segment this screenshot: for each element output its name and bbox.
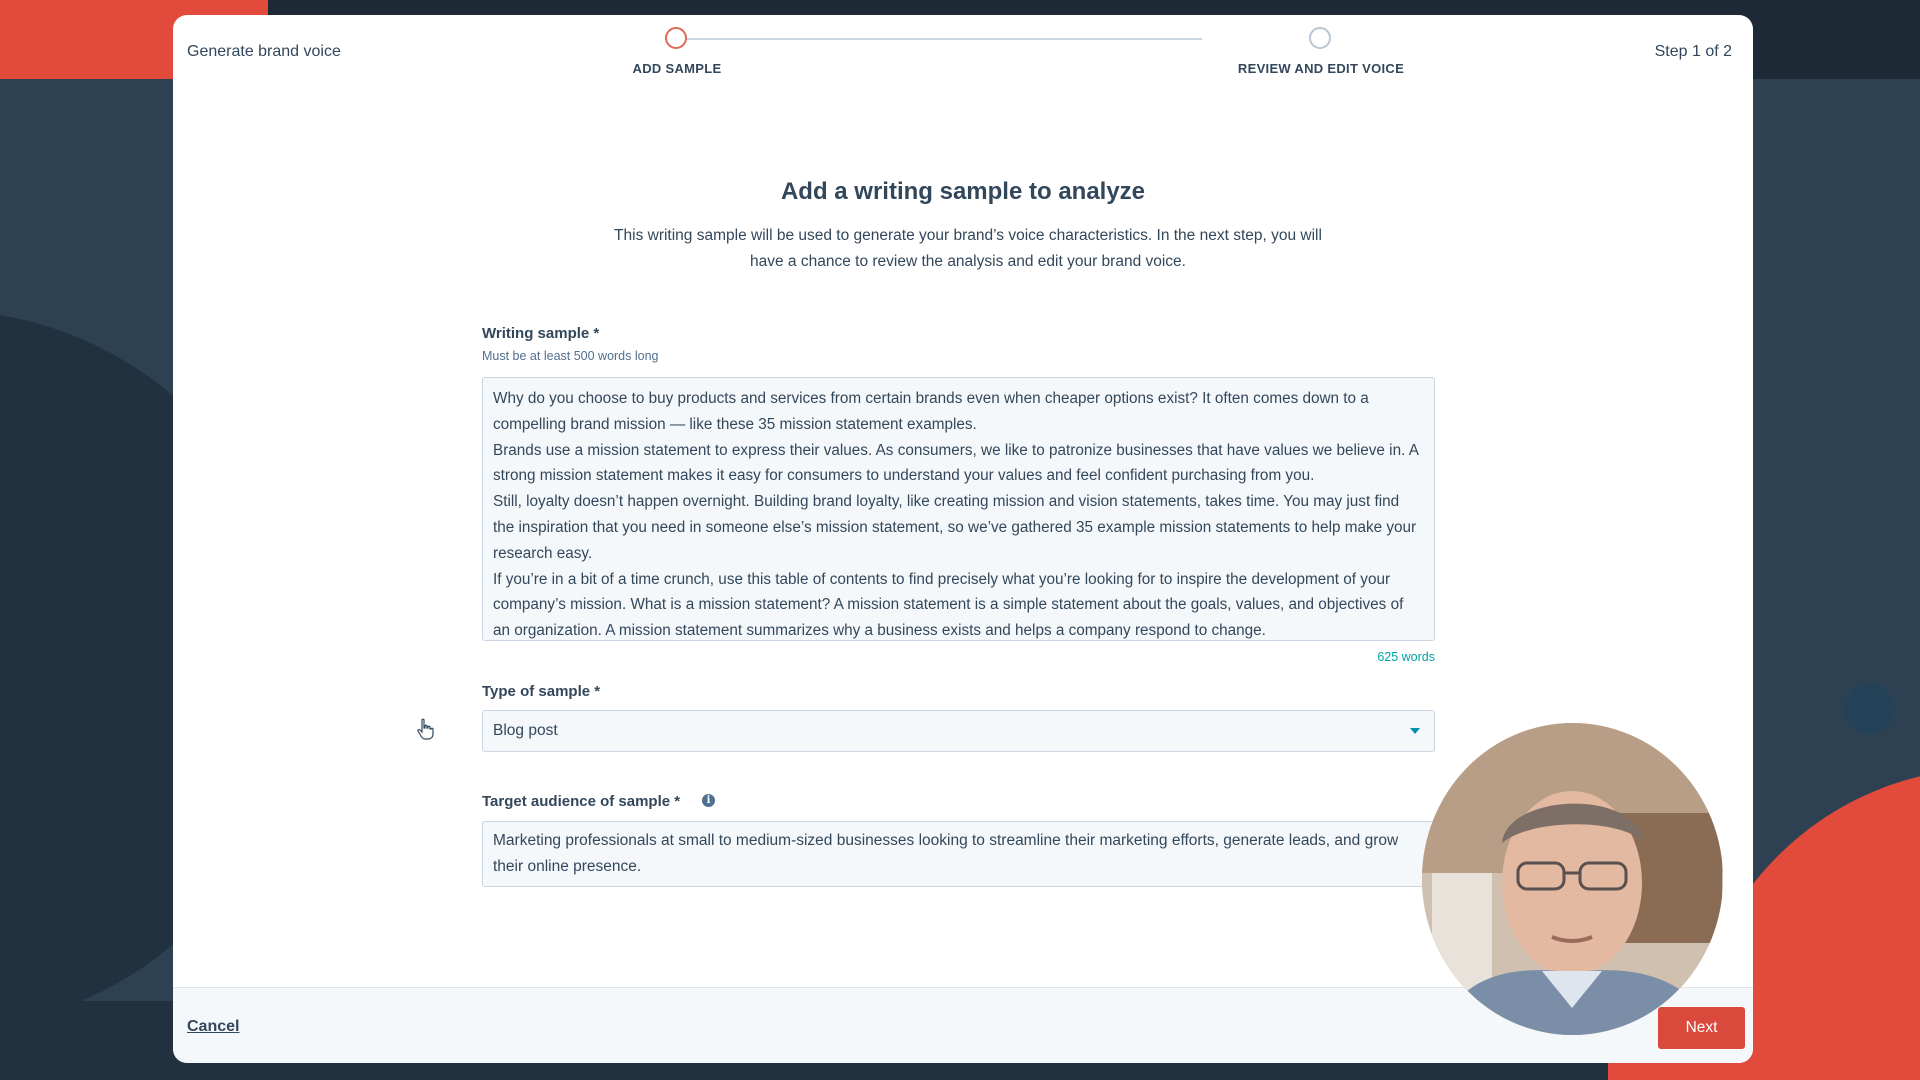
caret-down-icon [1410, 728, 1420, 734]
writing-sample-textarea[interactable] [482, 377, 1435, 641]
writing-sample-paragraph: Still, loyalty doesn’t happen overnight. Building brand loyalty, like creating mission and vision statements, takes time. You may just find the inspiration that you need in someone else’s mission statement, so we’ve gathered 35 example mission statements to help make your research easy. [493, 493, 1417, 562]
sample-type-label: Type of sample * [482, 683, 601, 700]
subtitle-line-2: have a chance to review the analysis and edit your brand voice. [750, 253, 1186, 270]
hand-cursor-icon [416, 718, 434, 740]
info-icon[interactable]: i [702, 794, 715, 807]
step-count: Step 1 of 2 [1654, 43, 1732, 60]
background-circle-small [1845, 684, 1895, 734]
presenter-video-icon [1422, 723, 1723, 1035]
page-title: Add a writing sample to analyze [780, 178, 1146, 205]
modal-header [173, 15, 1753, 115]
word-count: 625 words [1377, 650, 1435, 664]
writing-sample-label: Writing sample * [482, 325, 600, 342]
target-audience-textarea[interactable]: Marketing professionals at small to medium-sized businesses looking to streamline their marketing efforts, generate leads, and grow their online presence. [482, 821, 1435, 887]
step-2-indicator [1309, 27, 1331, 49]
writing-sample-paragraph: If you’re in a bit of a time crunch, use this table of contents to find precisely what you’re looking for to inspire the development of your company’s mission. What is a mission statement? A mission statement is a simple statement about the goals, values, and objectives of an organization. A mission statement summarizes why a business exists and helps a company respond to change. [493, 570, 1404, 640]
step-1-indicator [665, 27, 687, 49]
target-audience-label: Target audience of sample * [482, 793, 681, 810]
cancel-button[interactable]: Cancel [187, 1018, 240, 1035]
webcam-video [1422, 723, 1723, 1035]
writing-sample-paragraph: Brands use a mission statement to express their values. As consumers, we like to patronize businesses that have values we believe in. A strong mission statement makes it easy for consumers to understand your values and feel confident purchasing from you. [493, 441, 1419, 485]
step-1-label: ADD SAMPLE [632, 61, 722, 76]
next-button[interactable]: Next [1658, 1007, 1745, 1049]
sample-type-value: Blog post [493, 722, 558, 739]
modal-title: Generate brand voice [187, 43, 341, 60]
stepper-track [686, 38, 1202, 40]
subtitle-line-1: This writing sample will be used to generate your brand’s voice characteristics. In the next step, you will [614, 227, 1322, 244]
writing-sample-paragraph: Why do you choose to buy products and services from certain brands even when cheaper options exist? It often comes down to a compelling brand mission — like these 35 mission statement examples. [493, 390, 1369, 433]
step-2-label: REVIEW AND EDIT VOICE [1237, 61, 1405, 76]
sample-type-select[interactable] [482, 710, 1435, 752]
writing-sample-help: Must be at least 500 words long [482, 349, 659, 363]
page-subtitle [588, 223, 1348, 275]
